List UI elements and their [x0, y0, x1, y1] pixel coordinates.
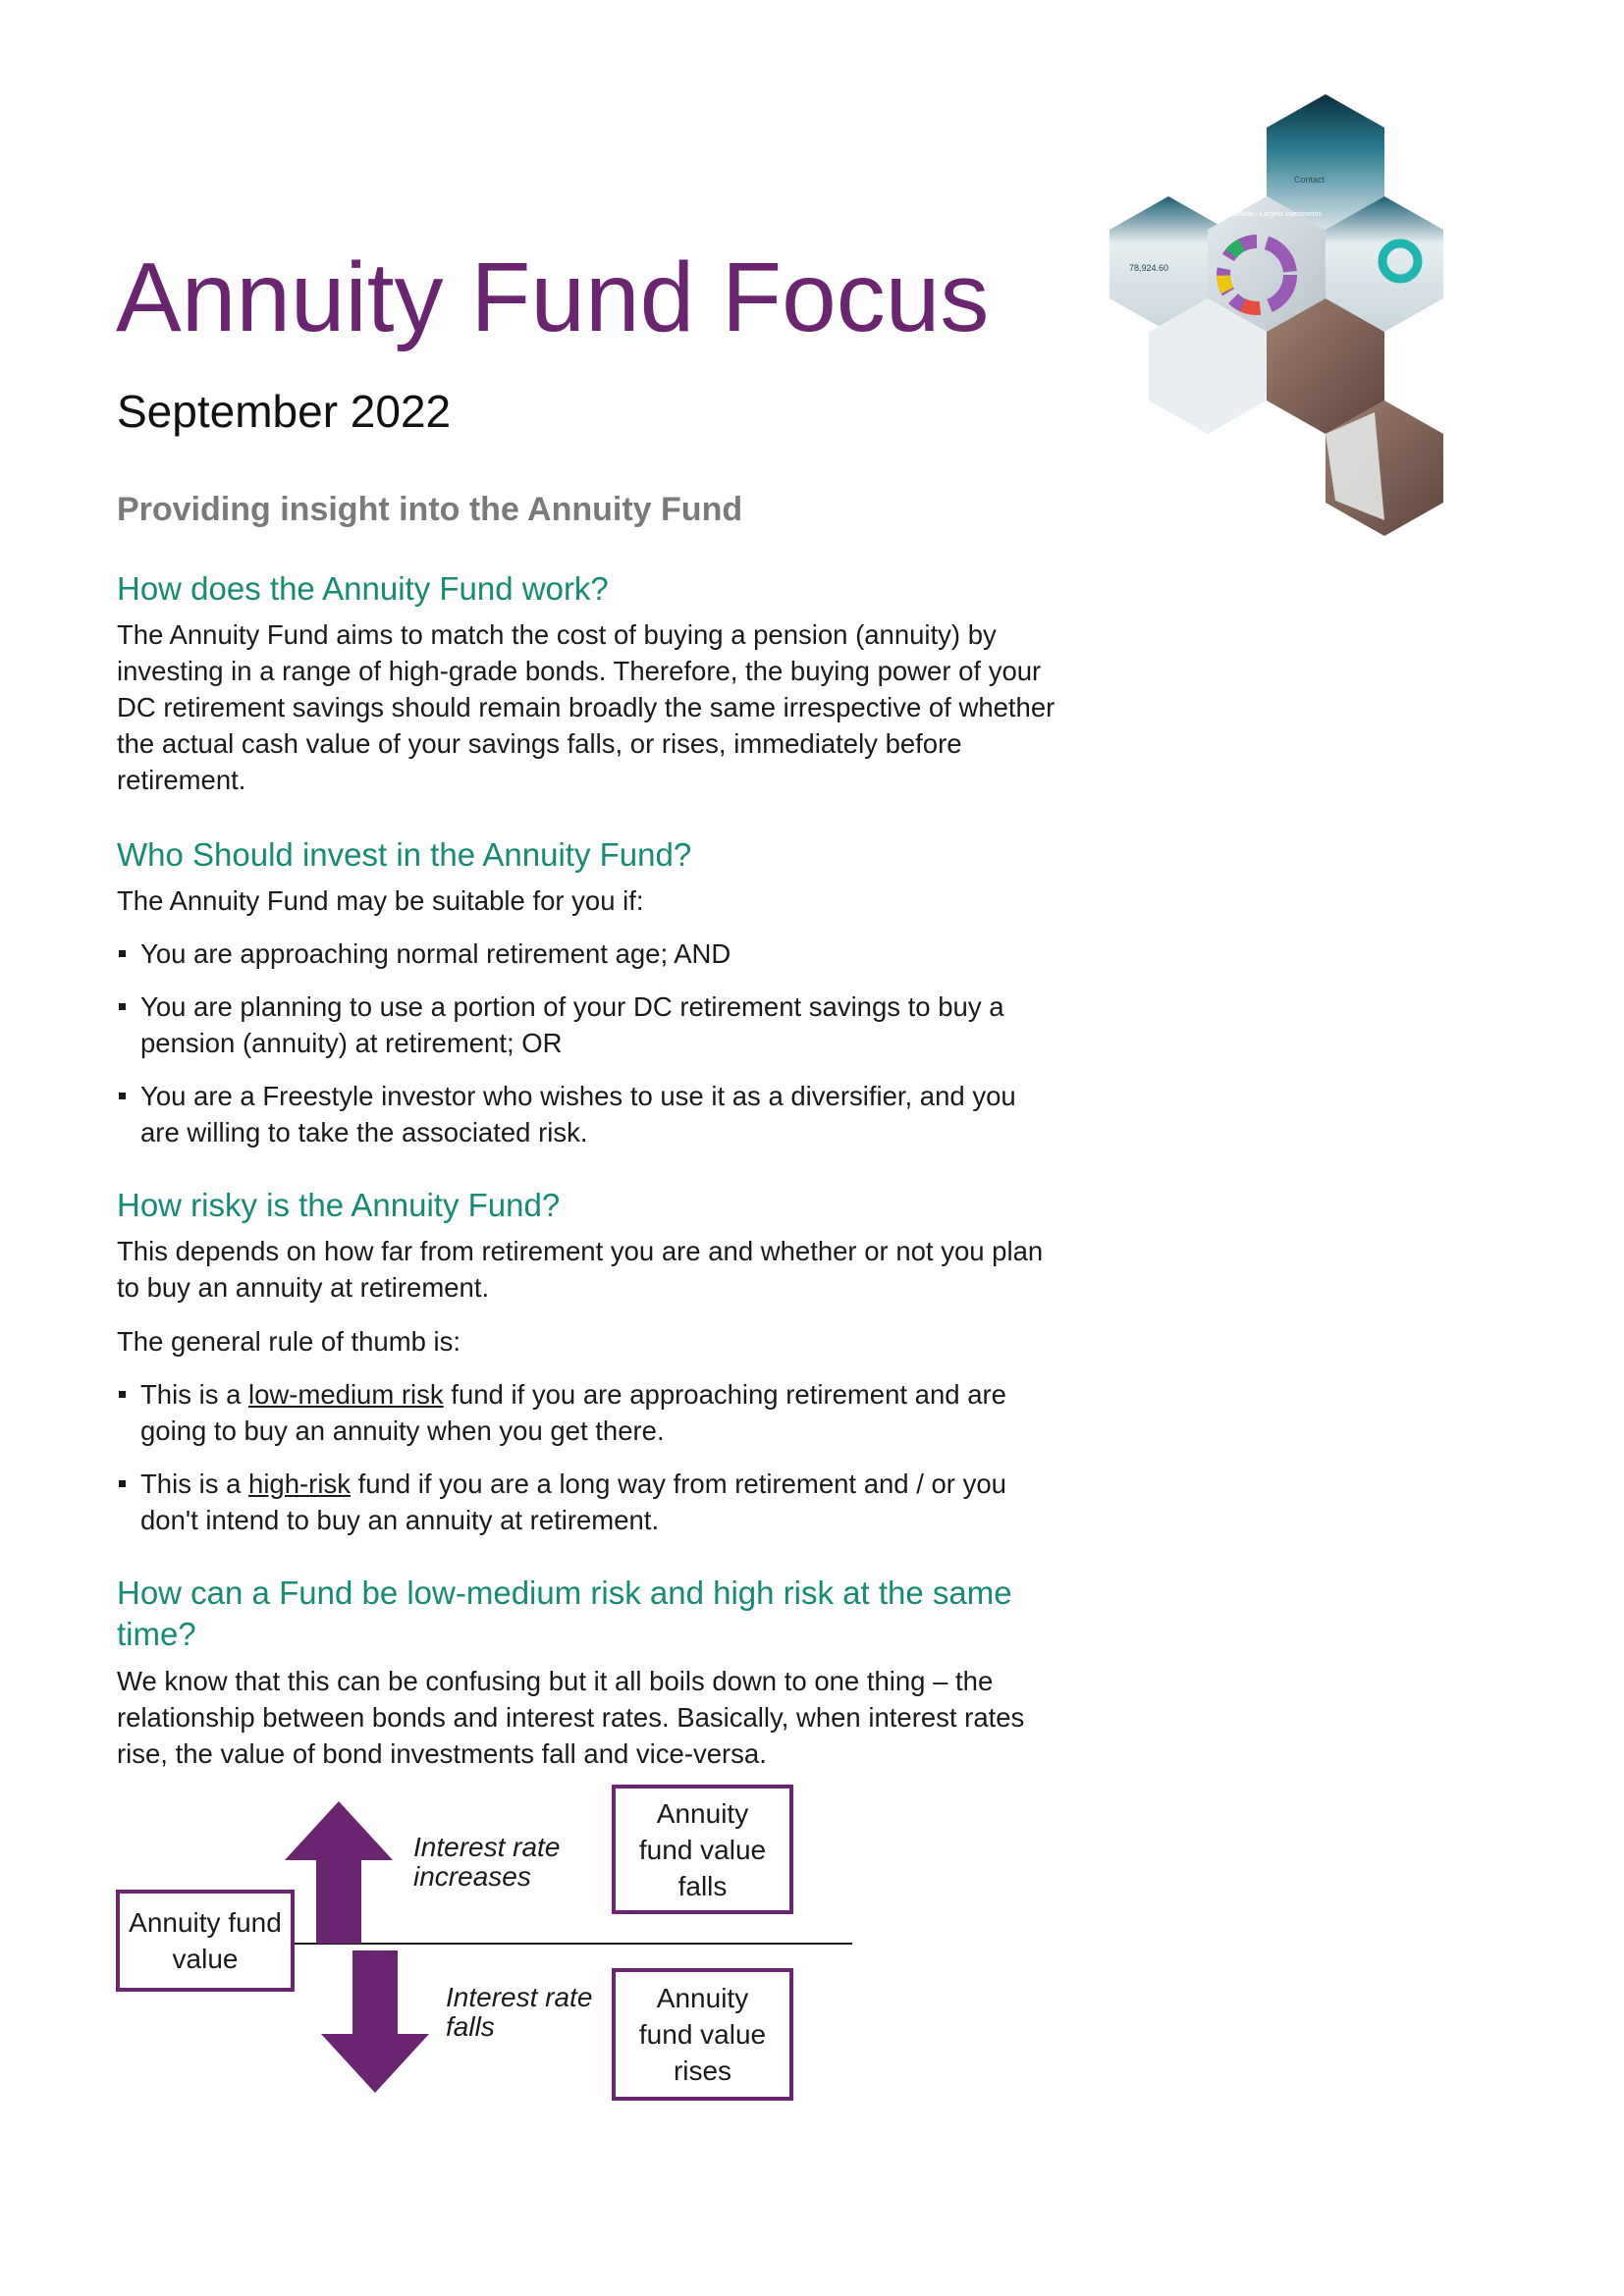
contact-text: Contact	[1294, 175, 1326, 185]
annuity-value-rises-box: Annuity fund value rises	[612, 1968, 793, 2101]
bullet-text: This is a	[140, 1468, 249, 1499]
body-how-work: The Annuity Fund aims to match the cost of buying a pension (annuity) by investing in a range of high-grade bonds. Therefore, the buying power of your DC retirement savings should remain broadly the same irrespective of whether the actual cash value of your savings falls, or rises, immediately before retirement.	[117, 619, 1056, 795]
list-item: You are planning to use a portion of your DC retirement savings to buy a pension (annuity) at retirement; OR	[117, 988, 1059, 1061]
list-item: You are approaching normal retirement age; AND	[117, 935, 1059, 972]
low-medium-risk-link[interactable]: low-medium risk	[248, 1379, 444, 1410]
portfolio-text: My Portfolio - Largest Investments	[1218, 211, 1323, 218]
header-hexagon-image	[1090, 88, 1453, 540]
heading-who-invest: Who Should invest in the Annuity Fund?	[117, 836, 692, 873]
body-how-risky: This depends on how far from retirement you are and whether or not you plan to buy an annuity at retirement.	[117, 1236, 1044, 1303]
list-item: You are a Freestyle investor who wishes to use it as a diversifier, and you are willing to take the associated risk.	[117, 1078, 1059, 1150]
page-title: Annuity Fund Focus	[116, 242, 990, 352]
body-how-both: We know that this can be confusing but it all boils down to one thing – the relationship between bonds and interest rates. Basically, when interest rates rise, the value of bond investments fall and vice-versa.	[117, 1666, 1025, 1769]
annuity-fund-value-box: Annuity fund value	[116, 1890, 295, 1992]
annuity-value-falls-box: Annuity fund value falls	[612, 1785, 793, 1914]
list-item	[117, 1376, 1059, 1449]
heading-how-risky: How risky is the Annuity Fund?	[117, 1187, 561, 1223]
heading-how-work: How does the Annuity Fund work?	[117, 570, 609, 607]
tagline: Providing insight into the Annuity Fund	[117, 491, 743, 528]
value-text: 78,924.60	[1129, 263, 1169, 273]
high-risk-link[interactable]: high-risk	[248, 1468, 351, 1499]
bullet-text: fund if you are approaching retirement and are going to buy an annuity when you get there.	[140, 1379, 1006, 1446]
list-who-invest	[117, 935, 1059, 1167]
rule-of-thumb: The general rule of thumb is:	[117, 1326, 461, 1357]
bullet-text: This is a	[140, 1379, 249, 1410]
issue-date: September 2022	[117, 386, 452, 437]
interest-rate-falls-label: Interest rate falls	[446, 1982, 593, 2042]
list-item	[117, 1466, 1059, 1538]
arrow-down-icon	[321, 1950, 429, 2093]
heading-how-both: How can a Fund be low-medium risk and high risk at the same time?	[117, 1575, 1012, 1652]
intro-who-invest: The Annuity Fund may be suitable for you if:	[117, 885, 644, 916]
arrow-up-icon	[285, 1801, 393, 1944]
bullet-text: fund if you are a long way from retirement and / or you don't intend to buy an annuity at retirement.	[140, 1468, 1006, 1535]
list-how-risky	[117, 1376, 1059, 1555]
interest-rate-increases-label: Interest rate increases	[413, 1832, 561, 1892]
